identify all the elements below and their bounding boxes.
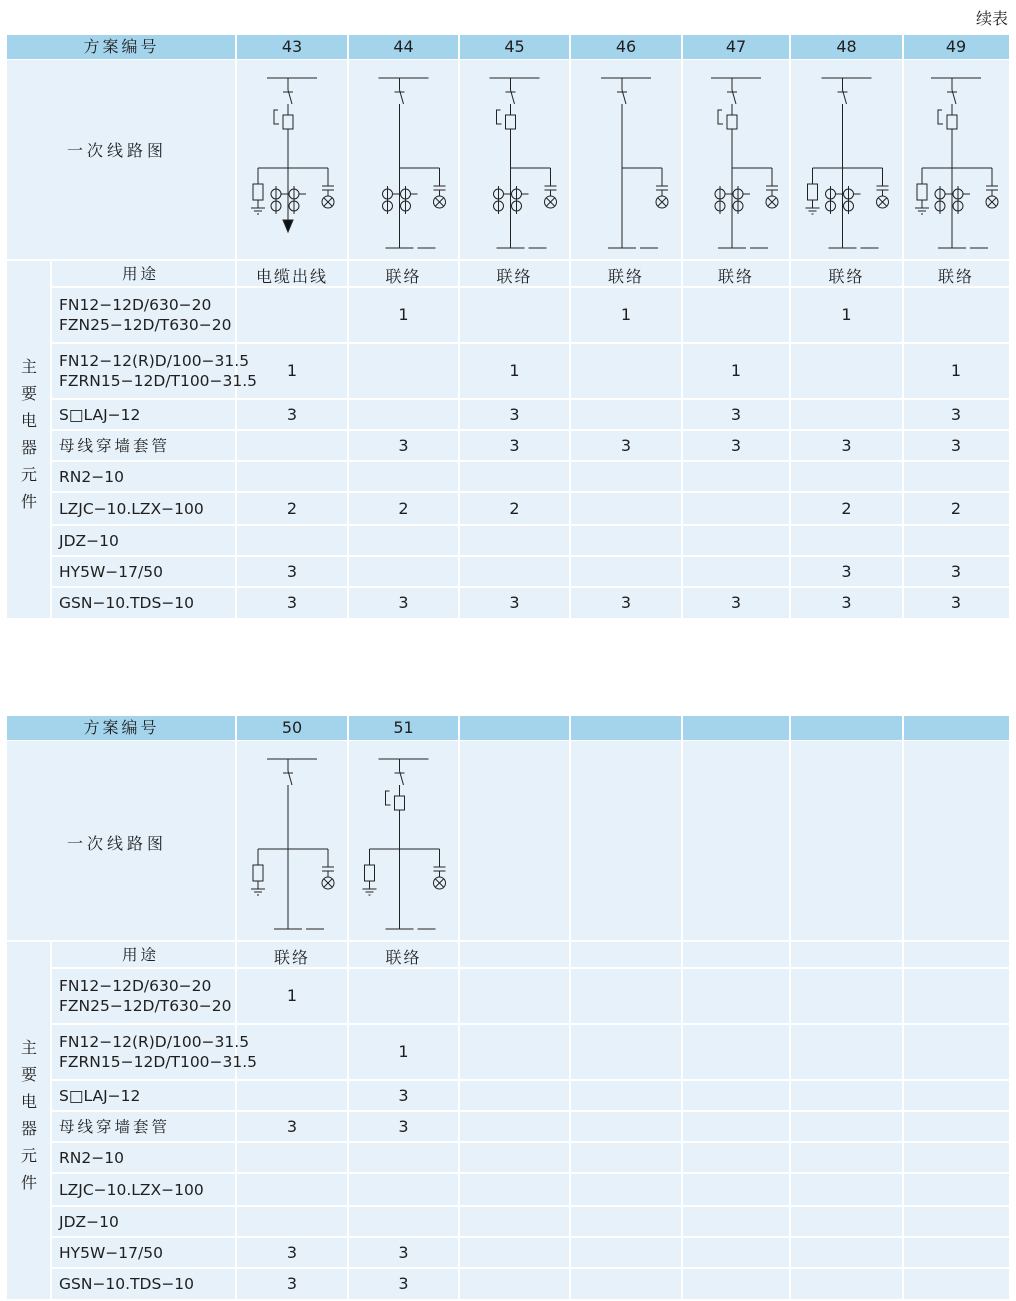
row-divider (51, 555, 1009, 557)
row-divider (7, 940, 1009, 942)
scheme-number: 51 (393, 718, 414, 737)
side-char: 元 (20, 465, 37, 484)
cell-value: 2 (398, 498, 409, 518)
row-label (59, 1148, 124, 1168)
main-components-label (7, 1034, 51, 1196)
diagram-label: 一次线路图 (67, 141, 168, 160)
scheme-number (682, 716, 790, 740)
cell-value: 3 (398, 1242, 409, 1262)
circuit-diagram (570, 60, 682, 260)
row-label-line: S□LAJ−12 (59, 405, 141, 424)
row-label-line: LZJC−10.LZX−100 (59, 1180, 204, 1199)
scheme-table (7, 35, 1009, 618)
row-divider (51, 967, 1009, 969)
column-divider (569, 35, 571, 59)
table-body (7, 741, 1009, 1299)
cell-value: 联络 (496, 266, 533, 286)
row-label (59, 351, 257, 391)
cell-value: 电缆出线 (255, 266, 328, 286)
circuit-diagram (790, 741, 903, 941)
row-label-line: HY5W−17/50 (59, 1243, 163, 1262)
cell-value: 联络 (385, 266, 422, 286)
cell-value: 1 (398, 1042, 409, 1061)
circuit-diagram (236, 741, 348, 941)
column-divider (458, 35, 460, 59)
side-char: 要 (20, 1065, 37, 1084)
cell-value: 3 (730, 435, 742, 455)
cell-value: 3 (398, 1273, 409, 1293)
main-components-label (7, 353, 51, 515)
row-label-line: 用途 (122, 264, 160, 283)
row-label-line: FZN25−12D/T630−20 (59, 316, 232, 334)
side-char: 件 (20, 492, 37, 511)
side-char: 元 (20, 1146, 37, 1165)
cell-value: 3 (286, 1242, 298, 1262)
cell-value: 1 (950, 361, 962, 380)
scheme-number: 46 (615, 37, 637, 56)
scheme-number: 50 (281, 718, 303, 737)
row-divider (51, 342, 1009, 344)
table-header-row (7, 716, 1009, 740)
side-divider (50, 942, 52, 1300)
circuit-diagram (682, 60, 790, 260)
cell-value: 3 (509, 592, 520, 612)
row-label-line: S□LAJ−12 (59, 1086, 141, 1105)
column-divider (235, 35, 237, 59)
scheme-number: 45 (504, 37, 525, 56)
side-char: 要 (20, 384, 37, 403)
cell-value: 联络 (937, 266, 974, 286)
cell-value: 联络 (717, 266, 754, 286)
cell-value: 1 (620, 305, 632, 324)
cell-value: 1 (841, 305, 852, 324)
cell-value: 3 (398, 435, 409, 455)
cell-value: 3 (620, 592, 632, 612)
row-label-line: 母线穿墙套管 (59, 1117, 171, 1136)
column-divider (902, 716, 904, 740)
row-label-line: GSN−10.TDS−10 (59, 593, 195, 612)
cell-value: 1 (730, 361, 742, 380)
cell-value: 3 (841, 561, 852, 581)
continued-label: 续表 (975, 9, 1008, 28)
cell-value: 2 (286, 498, 298, 518)
cell-value: 3 (841, 435, 852, 455)
row-label-line: FN12−12D/630−20 (59, 296, 212, 314)
circuit-diagram (459, 741, 570, 941)
row-label (59, 499, 204, 519)
cell-value: 3 (286, 1273, 298, 1293)
side-char: 器 (20, 438, 37, 457)
cell-value: 3 (286, 592, 298, 612)
cell-value: 3 (398, 1116, 409, 1136)
side-char: 件 (20, 1173, 37, 1192)
circuit-diagram (348, 741, 459, 941)
row-label-line: FZRN15−12D/T100−31.5 (59, 372, 258, 390)
scheme-table (7, 716, 1009, 1299)
row-label (59, 1180, 204, 1200)
row-label-line: LZJC−10.LZX−100 (59, 499, 204, 518)
row-divider (51, 1205, 1009, 1207)
cell-value: 3 (398, 1085, 409, 1105)
row-divider (51, 524, 1009, 526)
scheme-number: 43 (281, 37, 303, 56)
row-label (59, 1032, 257, 1072)
cell-value: 3 (950, 592, 962, 612)
column-divider (347, 716, 349, 740)
row-divider (51, 429, 1009, 431)
scheme-number: 44 (393, 37, 414, 56)
row-label-line: RN2−10 (59, 1148, 124, 1167)
row-label (59, 405, 140, 425)
scheme-number-label: 方案编号 (83, 718, 160, 737)
row-label (59, 1243, 163, 1263)
cell-value: 3 (950, 404, 962, 424)
cell-value: 联络 (385, 947, 422, 967)
cell-value: 3 (950, 435, 962, 455)
row-label (59, 976, 231, 1016)
column-divider (235, 716, 237, 740)
circuit-diagram (570, 741, 682, 941)
scheme-number (903, 716, 1009, 740)
row-divider (51, 1023, 1009, 1025)
row-label-line: FZRN15−12D/T100−31.5 (59, 1053, 258, 1071)
circuit-diagram (903, 60, 1009, 260)
cell-value: 3 (398, 592, 409, 612)
side-char: 器 (20, 1119, 37, 1138)
cell-value: 1 (398, 305, 409, 324)
cell-value: 1 (286, 361, 298, 380)
row-label-line: FN12−12(R)D/100−31.5 (59, 352, 250, 370)
circuit-diagram (903, 741, 1009, 941)
row-label-line: HY5W−17/50 (59, 562, 163, 581)
row-label (59, 562, 163, 582)
column-divider (681, 35, 683, 59)
row-label (59, 593, 194, 613)
row-label-line: FN12−12D/630−20 (59, 977, 212, 995)
table-header-row (7, 35, 1009, 59)
scheme-number (459, 716, 570, 740)
cell-value: 1 (286, 986, 298, 1005)
row-label (59, 1086, 140, 1106)
cell-value: 联络 (828, 266, 865, 286)
column-divider (681, 716, 683, 740)
cell-value: 3 (620, 435, 632, 455)
side-char: 电 (20, 411, 37, 430)
row-label-line: FZN25−12D/T630−20 (59, 997, 232, 1015)
row-label (59, 436, 170, 456)
scheme-number-label: 方案编号 (83, 37, 160, 56)
row-label (59, 295, 231, 335)
cell-value: 3 (286, 404, 298, 424)
column-divider (789, 716, 791, 740)
row-label (59, 1117, 170, 1137)
column-divider (347, 35, 349, 59)
column-divider (902, 35, 904, 59)
row-divider (51, 1110, 1009, 1112)
row-label (59, 1212, 119, 1232)
circuit-diagram (348, 60, 459, 260)
scheme-number: 49 (945, 37, 967, 56)
row-divider (51, 398, 1009, 400)
cell-value: 2 (841, 498, 852, 518)
table-body (7, 60, 1009, 618)
scheme-number (790, 716, 903, 740)
side-char: 主 (20, 357, 37, 376)
scheme-number: 48 (836, 37, 857, 56)
row-label (59, 1274, 194, 1294)
row-divider (51, 1267, 1009, 1269)
diagram-label: 一次线路图 (67, 834, 168, 853)
circuit-diagram (682, 741, 790, 941)
row-divider (51, 1079, 1009, 1081)
row-label (122, 264, 159, 284)
side-divider (50, 261, 52, 619)
row-divider (51, 491, 1009, 493)
cell-value: 3 (730, 404, 742, 424)
row-divider (51, 1172, 1009, 1174)
cell-value: 1 (509, 361, 520, 380)
scheme-number (570, 716, 682, 740)
column-divider (569, 716, 571, 740)
cell-value: 3 (509, 435, 520, 455)
row-divider (51, 460, 1009, 462)
circuit-diagram (790, 60, 903, 260)
column-divider (789, 35, 791, 59)
side-char: 电 (20, 1092, 37, 1111)
row-label-line: 用途 (122, 945, 160, 964)
cell-value: 联络 (273, 947, 310, 967)
cell-value: 2 (509, 498, 520, 518)
row-label-line: RN2−10 (59, 467, 124, 486)
row-label-line: GSN−10.TDS−10 (59, 1274, 195, 1293)
row-divider (51, 1141, 1009, 1143)
cell-value: 3 (509, 404, 520, 424)
cell-value: 3 (841, 592, 852, 612)
cell-value: 2 (950, 498, 962, 518)
cell-value: 3 (950, 561, 962, 581)
row-label (122, 945, 159, 965)
row-label (59, 467, 124, 487)
row-divider (51, 1236, 1009, 1238)
cell-value: 3 (286, 1116, 298, 1136)
row-label-line: JDZ−10 (59, 531, 119, 550)
cell-value: 3 (730, 592, 742, 612)
row-label-line: FN12−12(R)D/100−31.5 (59, 1033, 250, 1051)
scheme-number: 47 (725, 37, 747, 56)
row-label (59, 531, 119, 551)
row-divider (51, 586, 1009, 588)
row-divider (51, 286, 1009, 288)
side-char: 主 (20, 1038, 37, 1057)
row-divider (7, 259, 1009, 261)
circuit-diagram (459, 60, 570, 260)
column-divider (458, 716, 460, 740)
cell-value: 联络 (607, 266, 644, 286)
row-label-line: JDZ−10 (59, 1212, 119, 1231)
row-label-line: 母线穿墙套管 (59, 436, 171, 455)
circuit-diagram (236, 60, 348, 260)
cell-value: 3 (286, 561, 298, 581)
